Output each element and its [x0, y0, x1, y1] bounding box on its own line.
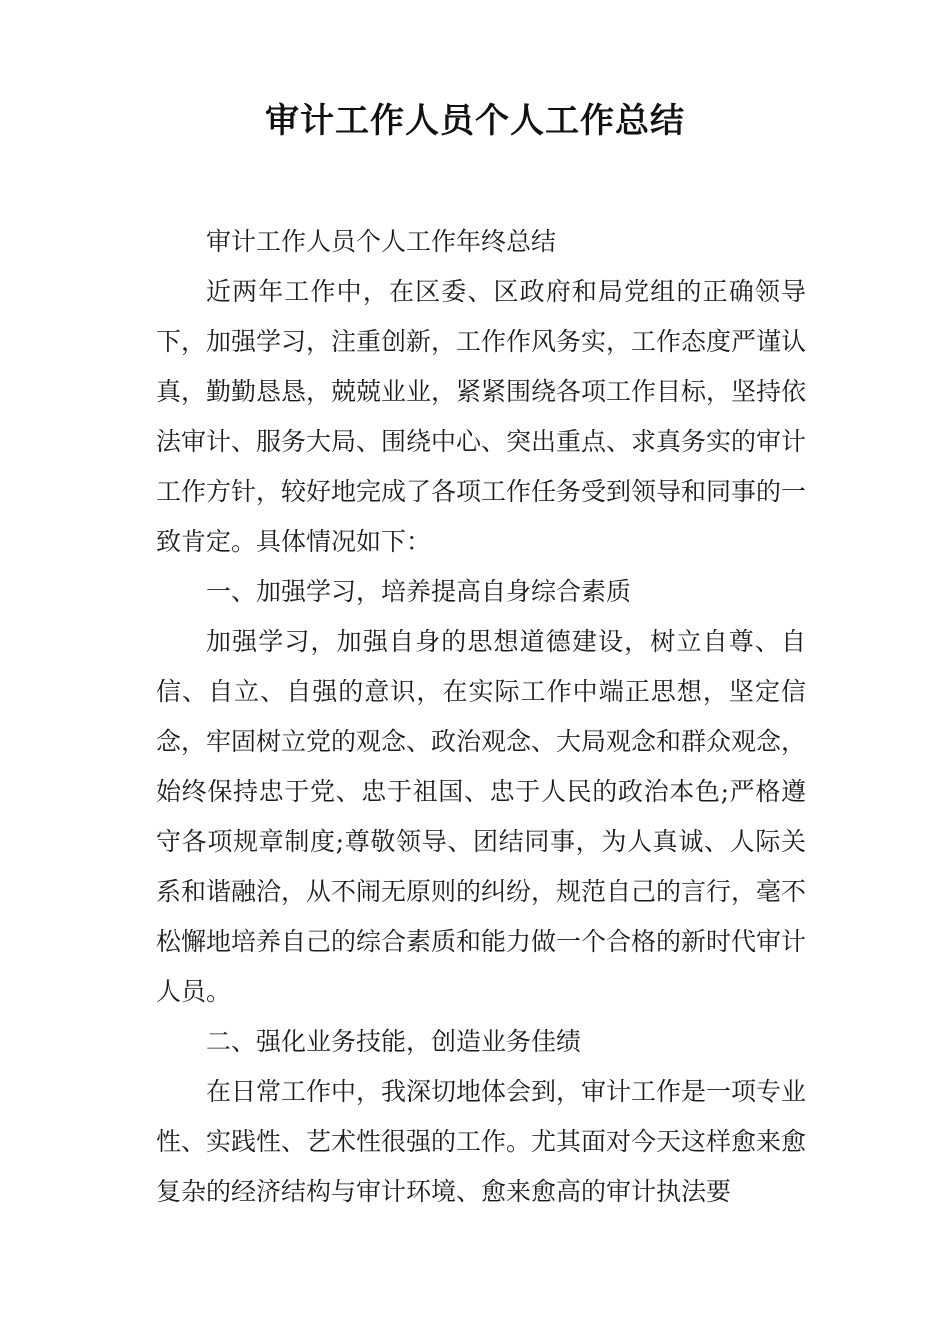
section-heading-1: 一、加强学习，培养提高自身综合素质 [206, 577, 632, 606]
paragraph-section-1: 加强学习，加强自身的思想道德建设，树立自尊、自信、自立、自强的意识，在实际工作中端正思想，坚定信念，牢固树立党的观念、政治观念、大局观念和群众观念，始终保持忠于党、忠于祖国、忠于人民的政治本色;严格遵守各项规章制度;尊敬领导、团结同事，为人真诚、人际关系和谐融洽，从不闹无原则的纠纷，规范自己的言行，毫不松懈地培养自己的综合素质和能力做一个合格的新时代审计人员。 [156, 627, 807, 1006]
paragraph-subtitle: 审计工作人员个人工作年终总结 [206, 227, 557, 256]
paragraph-intro: 近两年工作中，在区委、区政府和局党组的正确领导下，加强学习，注重创新，工作作风务实，工作态度严谨认真，勤勤恳恳，兢兢业业，紧紧围绕各项工作目标，坚持依法审计、服务大局、围绕中心、突出重点、求真务实的审计工作方针，较好地完成了各项工作任务受到领导和同事的一致肯定。具体情况如下： [156, 277, 807, 556]
document-title: 审计工作人员个人工作总结 [265, 101, 685, 141]
paragraph-section-2: 在日常工作中，我深切地体会到，审计工作是一项专业性、实践性、艺术性很强的工作。尤其面对今天这样愈来愈复杂的经济结构与审计环境、愈来愈高的审计执法要 [156, 1077, 807, 1206]
section-heading-2: 二、强化业务技能，创造业务佳绩 [206, 1027, 582, 1056]
document-body [156, 217, 806, 1217]
